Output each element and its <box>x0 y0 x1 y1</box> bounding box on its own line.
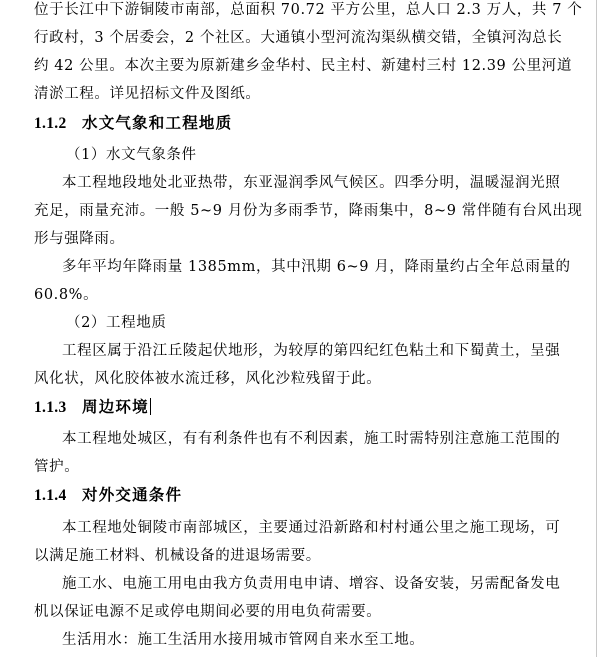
section-heading-surroundings <box>34 397 151 419</box>
section-heading-transport <box>34 485 182 507</box>
section-title: 周边环境 <box>82 399 149 416</box>
rainfall-line-2: 60.8%。 <box>34 287 99 303</box>
climate-line-1: 本工程地段地处北亚热带，东亚湿润季风气候区。四季分明，温暖湿润光照 <box>62 175 561 191</box>
surroundings-line-1: 本工程地处城区，有有利条件也有不利因素，施工时需特别注意施工范围的 <box>62 431 561 447</box>
section-number: 1.1.3 <box>34 399 67 416</box>
climate-line-2: 充足，雨量充沛。一般 5~9 月份为多雨季节，降雨集中，8~9 常伴随有台风出现 <box>34 203 583 219</box>
subheading-geology: （2）工程地质 <box>66 315 167 331</box>
geology-line-1: 工程区属于沿江丘陵起伏地形，为较厚的第四纪红色粘土和下蜀黄土，呈强 <box>62 343 561 359</box>
transport-line-1: 本工程地处铜陵市南部城区，主要通过沿新路和村村通公里之施工现场，可 <box>62 520 561 536</box>
transport-line-2: 以满足施工材料、机械设备的进退场需要。 <box>34 548 321 564</box>
water-line-1: 生活用水：施工生活用水接用城市管网自来水至工地。 <box>62 632 425 648</box>
section-title: 对外交通条件 <box>82 487 183 504</box>
page-edge-rule <box>596 0 597 657</box>
rainfall-line-1: 多年平均年降雨量 1385mm，其中汛期 6~9 月，降雨量约占全年总雨量的 <box>62 259 571 275</box>
intro-line-4: 清淤工程。详见招标文件及图纸。 <box>34 86 261 102</box>
section-title: 水文气象和工程地质 <box>82 115 233 132</box>
intro-line-2: 行政村，3 个居委会，2 个社区。大通镇小型河流沟渠纵横交错，全镇河沟总长 <box>34 30 563 46</box>
intro-line-3: 约 42 公里。本次主要为原新建乡金华村、民主村、新建村三村 12.39 公里河道 <box>34 58 572 74</box>
subheading-climate: （1）水文气象条件 <box>66 147 197 163</box>
section-number: 1.1.4 <box>34 487 67 504</box>
surroundings-line-2: 管护。 <box>34 459 80 475</box>
geology-line-2: 风化状，风化胶体被水流迁移，风化沙粒残留于此。 <box>34 371 382 387</box>
section-heading-hydro <box>34 113 232 135</box>
intro-line-1: 位于长江中下游铜陵市南部，总面积 70.72 平方公里，总人口 2.3 万人，共 7 个 <box>34 2 583 18</box>
text-cursor <box>150 398 151 415</box>
section-number: 1.1.2 <box>34 115 67 132</box>
climate-line-3: 形与强降雨。 <box>34 231 125 247</box>
power-line-2: 机以保证电源不足或停电期间必要的用电负荷需要。 <box>34 604 382 620</box>
power-line-1: 施工水、电施工用电由我方负责用电申请、增容、设备安装，另需配备发电 <box>62 576 561 592</box>
